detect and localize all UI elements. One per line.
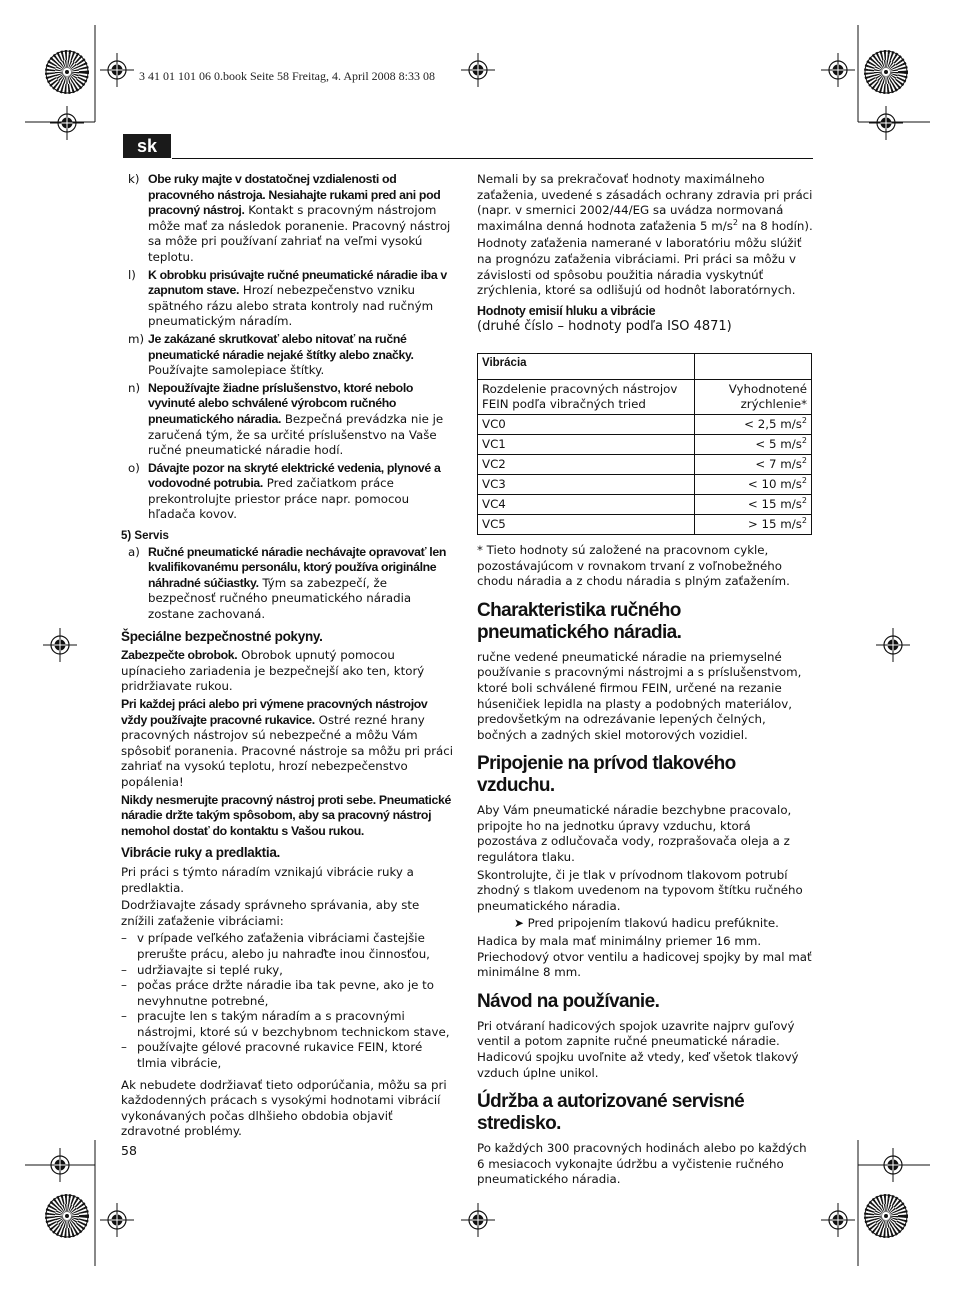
star-target-icon (865, 1195, 907, 1237)
table-cell: < 5 $m/s^2$ (695, 434, 812, 454)
section-heading: Pripojenie na prívod tlakového vzduchu. (477, 753, 736, 797)
arrow-icon: ➤ (514, 916, 524, 931)
table-cell: Vyhodnotené zrýchlenie* (695, 379, 812, 414)
registration-mark-icon (876, 628, 910, 662)
table-row (478, 454, 812, 474)
paragraph: Po každých 300 pracovných hodinách alebo po každých 6 mesiacoch vykonajte údržbu a vyčistenie ručného pneumatického náradia. (477, 1141, 807, 1187)
emission-subheading: (druhé číslo – hodnoty podľa ISO 4871) (477, 319, 732, 335)
bullet-item: – udržiavajte si teplé ruky, (121, 962, 283, 977)
vibration-table (477, 353, 812, 535)
star-target-icon (46, 51, 88, 93)
star-target-icon (46, 1195, 88, 1237)
left-column (121, 172, 455, 1142)
paragraph: Skontrolujte, či je tlak v prívodnom tlakovom potrubí zhodný s tlakom uvedenom na typovom štítku ručného pneumatického náradia. (477, 867, 803, 913)
table-row (478, 414, 812, 434)
list-item: n) Nepoužívajte žiadne príslušenstvo, ktoré nebolo vyvinuté alebo schválené výrobcom ručného pneumatického náradia. Bezpečná prevádzka nie je zaručená tým, že sa určité príslušenstvo na Vaše ručné pneumatické náradie hodí. (128, 380, 444, 458)
table-row (478, 379, 812, 414)
table-footnote: * Tieto hodnoty sú založené na pracovnom cykle, pozostávajúcom v rovnakom trvaní z voľnobežného chodu náradia a z chodu náradia s plným zaťažením. (477, 542, 790, 589)
paragraph: Pri práci s týmto náradím vznikajú vibrácie ruky a predlaktia. (121, 864, 414, 895)
registration-mark-icon (461, 53, 495, 87)
instruction-step: ➤ Pred pripojením tlakovú hadicu prefúknite. (514, 916, 779, 931)
table-cell: VC3 (478, 474, 695, 494)
registration-mark-icon (821, 53, 855, 87)
section-heading: Návod na používanie. (477, 990, 660, 1012)
table-row (478, 474, 812, 494)
table-cell: < 7 $m/s^2$ (695, 454, 812, 474)
table-cell: > 15 $m/s^2$ (695, 514, 812, 534)
paragraph: ručne vedené pneumatické náradie na priemyselné používanie s pracovnými nástrojmi a s príslušenstvom, ktoré boli schválené firmou FEIN, určené na rezanie húseničiek lepidla na plasty a podobných materiálov, predovšetkým na odrezávanie lepených čelných, bočných a zadných skiel motorových vozidiel. (477, 649, 802, 742)
page-number: 58 (121, 1143, 137, 1158)
list-item: m) Je zakázané skrutkovať alebo nitovať na ručné pneumatické náradie nejaké štítky alebo značky. Používajte samolepiace štítky. (128, 331, 414, 378)
table-cell: VC0 (478, 414, 695, 434)
paragraph: Nemali by sa prekračovať hodnoty maximálneho zaťaženia, uvedené s zásadách ochrany zdravia pri práci (napr. v smernici 2002/44/EG sa uvádza normovaná maximálna denná hodnota zaťaženia 5 $m/s^2$ na 8 hodín). (477, 172, 813, 233)
servis-heading: 5) Servis (121, 530, 169, 543)
bullet-item: – používajte gélové pracovné rukavice FEIN, ktoré tlmia vibrácie, (121, 1040, 423, 1071)
table-row (478, 434, 812, 454)
file-info: 3 41 01 101 06 0.book Seite 58 Freitag, 4. April 2008 8:33 08 (139, 69, 435, 83)
language-tab: sk (123, 134, 171, 158)
registration-mark-icon (100, 1203, 134, 1237)
bullet-item: – v prípade veľkého zaťaženia vibráciami častejšie prerušte prácu, alebo ju nahraďte inou činnosťou, (121, 931, 430, 961)
registration-mark-icon (821, 1203, 855, 1237)
table-cell: VC5 (478, 514, 695, 534)
paragraph: Dodržiavajte zásady správneho správania, aby ste znížili zaťaženie vibráciami: (121, 898, 420, 928)
table-cell: < 10 $m/s^2$ (695, 474, 812, 494)
list-item: l) K obrobku prisúvajte ručné pneumatické náradie iba v zapnutom stave. Hrozí nebezpečenstvo vzniku spätného rázu alebo strata kontroly nad ručným pneumatickým náradím. (128, 267, 447, 329)
registration-mark-icon (100, 53, 134, 87)
registration-mark-icon (461, 1203, 495, 1237)
paragraph: Nikdy nesmerujte pracovný nástroj proti sebe. Pneumatické náradie držte takým spôsobom, aby sa pracovný nástroj nemohol dostať do kontaktu s Vašou rukou. (121, 792, 451, 838)
paragraph: Zabezpečte obrobok. Obrobok upnutý pomocou upínacieho zariadenia je bezpečnejší ako ten, ktorý pridržiavate rukou. (121, 648, 425, 694)
table-cell: < 2,5 $m/s^2$ (695, 414, 812, 434)
emission-heading: Hodnoty emisií hluku a vibrácie (477, 303, 656, 318)
paragraph: Aby Vám pneumatické náradie bezchybne pracovalo, pripojte ho na jednotku úpravy vzduchu, ktorá pozostáva z odlučovača vody, rozprašovača oleja a z regulátora tlaku. (477, 803, 792, 865)
list-item: a) Ručné pneumatické náradie nechávajte opravovať len kvalifikovanému personálu, ktorý používa originálne náhradné súčiastky. Tým sa zabezpečí, že bezpečnosť ručného pneumatického náradia zostane zachovaná. (128, 544, 446, 622)
registration-mark-icon (50, 106, 84, 140)
table-cell: VC4 (478, 494, 695, 514)
table-cell: VC1 (478, 434, 695, 454)
registration-mark-icon (43, 1148, 77, 1182)
paragraph: Hodnoty zaťaženia namerané v laboratóriu môžu slúžiť na prognózu zaťaženia vibráciami. Pri práci sa môžu v závislosti od spôsobu použitia náradia vyskytnúť zrýchlenia, ktoré sa odlišujú od hodnôt laboratórnych. (477, 236, 802, 298)
section-heading: Údržba a autorizované servisné stredisko. (477, 1091, 745, 1135)
table-cell: Rozdelenie pracovných nástrojov FEIN podľa vibračných tried (478, 379, 695, 414)
special-heading: Špeciálne bezpečnostné pokyny. (121, 628, 323, 644)
table-row (478, 514, 812, 534)
section-heading: Charakteristika ručného pneumatického náradia. (477, 599, 682, 643)
paragraph: Hadica by mala mať minimálny priemer 16 mm. Priechodový otvor ventilu a hadicovej spojky by mal mať minimálne 8 mm. (477, 934, 812, 980)
table-cell: < 15 $m/s^2$ (695, 494, 812, 514)
table-header: Vibrácia (478, 353, 695, 379)
bullet-item: – počas práce držte náradie iba tak pevne, ako je to nevyhnutne potrebné, (121, 978, 434, 1008)
paragraph: Pri otváraní hadicových spojok uzavrite najprv guľový ventil a potom zapnite ručné pneumatické náradie. Hadicovú spojku uvoľnite až vtedy, keď všetok tlakový vzduch úplne unikol. (477, 1018, 799, 1080)
vibration-heading: Vibrácie ruky a predlaktia. (121, 845, 280, 861)
header-rule (172, 158, 813, 159)
table-cell: VC2 (478, 454, 695, 474)
table-row (478, 494, 812, 514)
paragraph: Ak nebudete dodržiavať tieto odporúčania, môžu sa pri každodenných prácach s vysokými hodnotami vibrácií vykonávaných počas dlhšieho obdobia objaviť zdravotné problémy. (121, 1077, 447, 1139)
registration-mark-icon (43, 628, 77, 662)
paragraph: Pri každej práci alebo pri výmene pracovných nástrojov vždy používajte pracovné rukavice. Ostré rezné hrany pracovných nástrojov sú nebezpečné a môžu Vám spôsobiť poranenia. Pracovné nástroje sa môžu pri práci zahriať na vysokú teplotu, hrozí nebezpečenstvo popálenia! (121, 697, 454, 789)
list-item: k) Obe ruky majte v dostatočnej vzdialenosti od pracovného nástroja. Nesiahajte rukami pred ani pod pracovný nástroj. Kontakt s pracovným nástrojom môže mať za následok poranenie. Pracovný nástroj sa môže pri používaní zahriať na veľmi vysokú teplotu. (128, 172, 451, 264)
star-target-icon (865, 51, 907, 93)
list-item: o) Dávajte pozor na skryté elektrické vedenia, plynové a vodovodné potrubia. Pred začiatkom práce prekontrolujte priestor práce napr. pomocou hľadača kovov. (128, 460, 441, 522)
right-column (477, 172, 813, 1190)
bullet-item: – pracujte len s takým náradím a s pracovnými nástrojmi, ktoré sú v bezchybnom technickom stave, (121, 1009, 450, 1039)
table-header-row (478, 353, 812, 379)
registration-mark-icon (876, 1148, 910, 1182)
registration-mark-icon (869, 106, 903, 140)
